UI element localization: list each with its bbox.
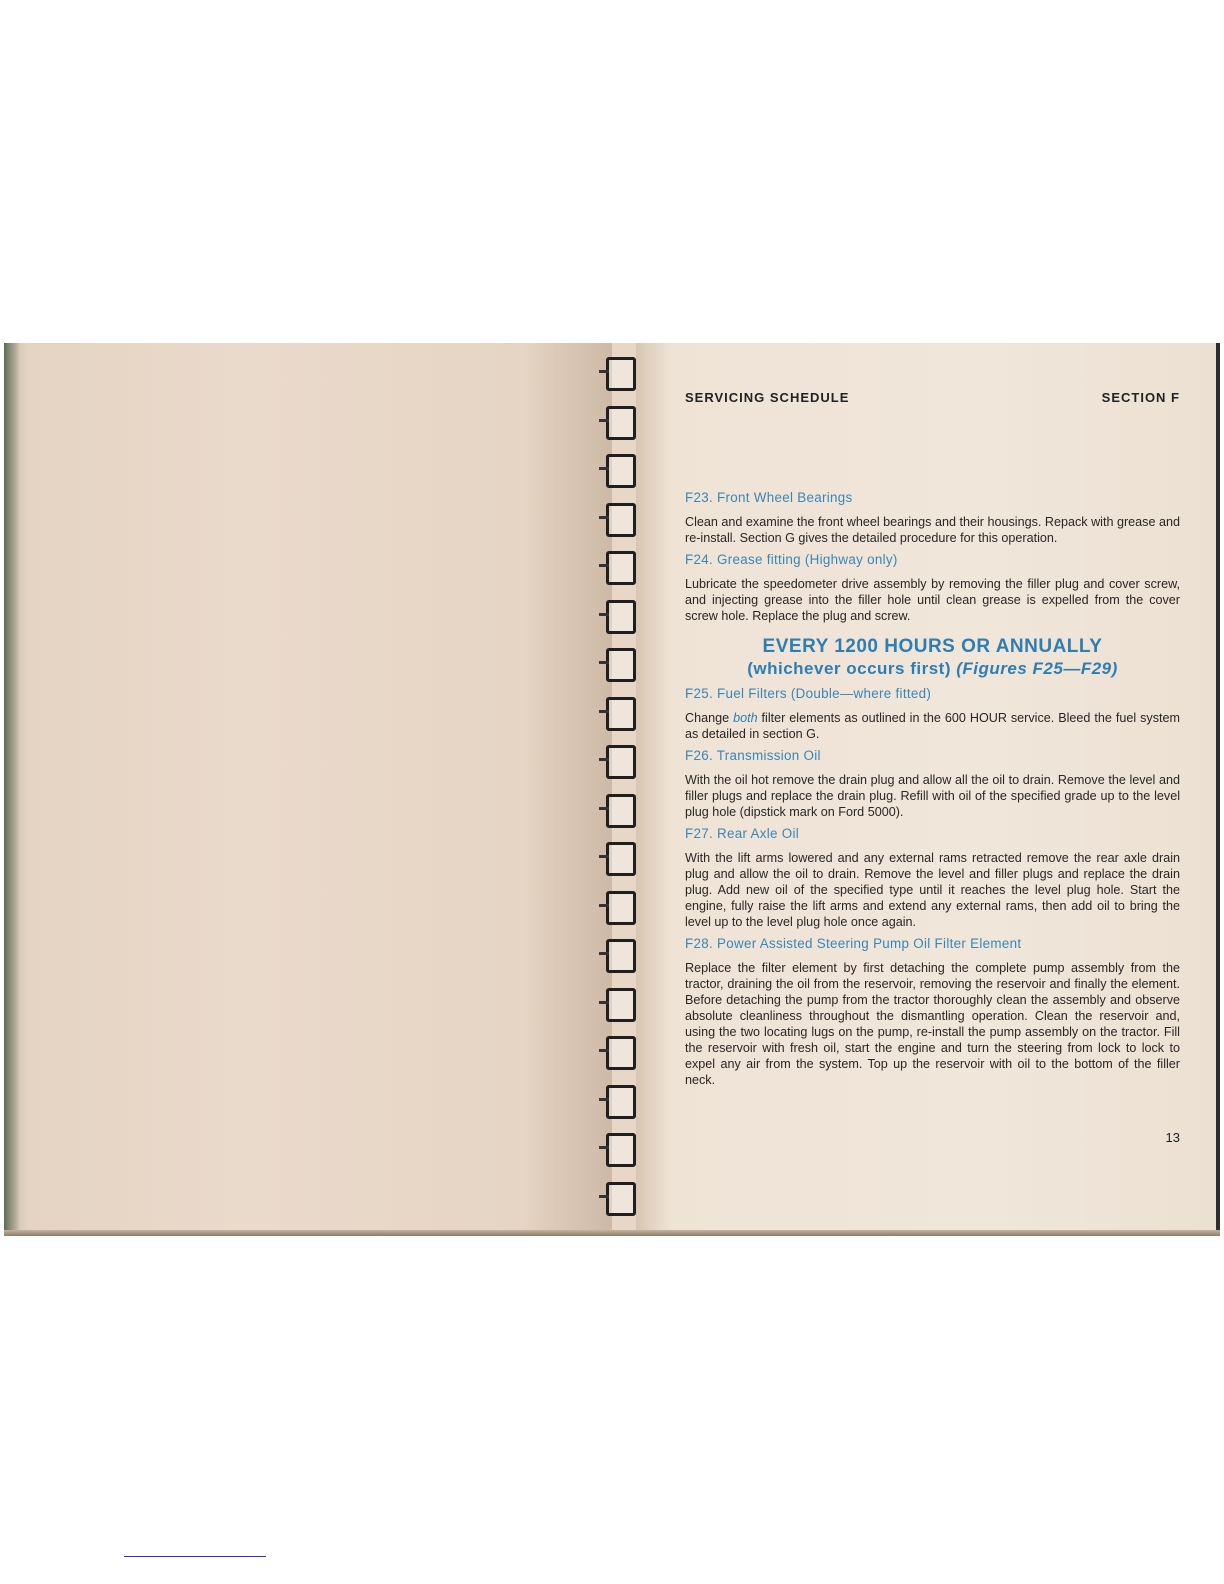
spiral-coil — [606, 891, 636, 925]
section-body-f26: With the oil hot remove the drain plug and allow all the oil to drain. Remove the level and filler plugs and replace the drain plug. Refill with oil of the specified grade up to the level plug hole (dipstick mark on Ford 5000). — [685, 773, 1180, 819]
spiral-coil — [606, 842, 636, 876]
section-title-f23: F23. Front Wheel Bearings — [685, 490, 853, 505]
section-title-f25: F25. Fuel Filters (Double—where fitted) — [685, 686, 932, 701]
f25-body-pre: Change — [685, 711, 734, 725]
main-heading-line2 — [685, 658, 1180, 680]
spiral-coil — [606, 1133, 636, 1167]
spiral-coil — [606, 648, 636, 682]
spiral-coil — [606, 988, 636, 1022]
f25-body-post: filter elements as outlined in the 600 HOUR service. Bleed the fuel system as detailed in section G. — [685, 711, 1180, 741]
spiral-coil — [606, 1182, 636, 1216]
footer-rule — [124, 1556, 266, 1557]
page-content — [685, 490, 1180, 1094]
section-body-f23: Clean and examine the front wheel bearings and their housings. Repack with grease and re-install. Section G gives the detailed procedure for this operation. — [685, 515, 1180, 545]
spiral-coil — [606, 406, 636, 440]
page-number: 13 — [1165, 1130, 1180, 1145]
header-title: SERVICING SCHEDULE — [685, 390, 850, 405]
section-title-f26: F26. Transmission Oil — [685, 748, 821, 763]
right-page-edge — [1216, 343, 1220, 1236]
main-heading-figures: (Figures F25—F29) — [956, 659, 1118, 678]
spiral-coil — [606, 600, 636, 634]
running-header — [685, 390, 1180, 406]
spiral-coil — [606, 1036, 636, 1070]
spiral-coil — [606, 551, 636, 585]
spiral-coil — [606, 503, 636, 537]
section-title-f24: F24. Grease fitting (Highway only) — [685, 552, 898, 567]
section-body-f25 — [685, 710, 1180, 742]
section-title-f28: F28. Power Assisted Steering Pump Oil Filter Element — [685, 936, 1022, 951]
main-heading-qualifier: (whichever occurs first) — [747, 659, 951, 678]
spiral-coil — [606, 1085, 636, 1119]
spiral-coil — [606, 794, 636, 828]
section-body-f24: Lubricate the speedometer drive assembly by removing the filler plug and cover screw, and injecting grease into the filler hole until clean grease is expelled from the cover screw hole. Replace the plug and screw. — [685, 577, 1180, 623]
f25-body-emphasis: both — [733, 711, 758, 725]
section-body-f27: With the lift arms lowered and any external rams retracted remove the rear axle drain plug and allow the oil to drain. Remove the level and filler plugs and replace the drain plug. Add new oil of the specified type until it reaches the level plug hole. Start the engine, fully raise the lift arms and extend any external rams, then add oil to bring the level up to the level plug hole once again. — [685, 851, 1180, 929]
header-section: SECTION F — [1101, 390, 1180, 405]
spiral-binding — [600, 343, 648, 1236]
spiral-coil — [606, 939, 636, 973]
spiral-coil — [606, 745, 636, 779]
spiral-coil — [606, 454, 636, 488]
left-page-blank — [4, 343, 612, 1236]
section-body-f28: Replace the filter element by first detaching the complete pump assembly from the tractor, draining the oil from the reservoir, removing the reservoir and finally the element. Before detaching the pump from the tractor thoroughly clean the assembly and observe absolute cleanliness throughout the dismantling operation. Clean the reservoir and, using the two locating lugs on the pump, re-install the pump assembly on the tractor. Fill the reservoir with fresh oil, start the engine and turn the steering from lock to lock to expel any air from the system. Top up the reservoir with oil to the bottom of the filler neck. — [685, 961, 1180, 1087]
spiral-coil — [606, 697, 636, 731]
spiral-coil — [606, 357, 636, 391]
section-title-f27: F27. Rear Axle Oil — [685, 826, 800, 841]
main-heading — [685, 636, 1180, 680]
left-page-edge-shadow — [4, 343, 20, 1236]
main-heading-line1: EVERY 1200 HOURS OR ANNUALLY — [762, 636, 1103, 657]
